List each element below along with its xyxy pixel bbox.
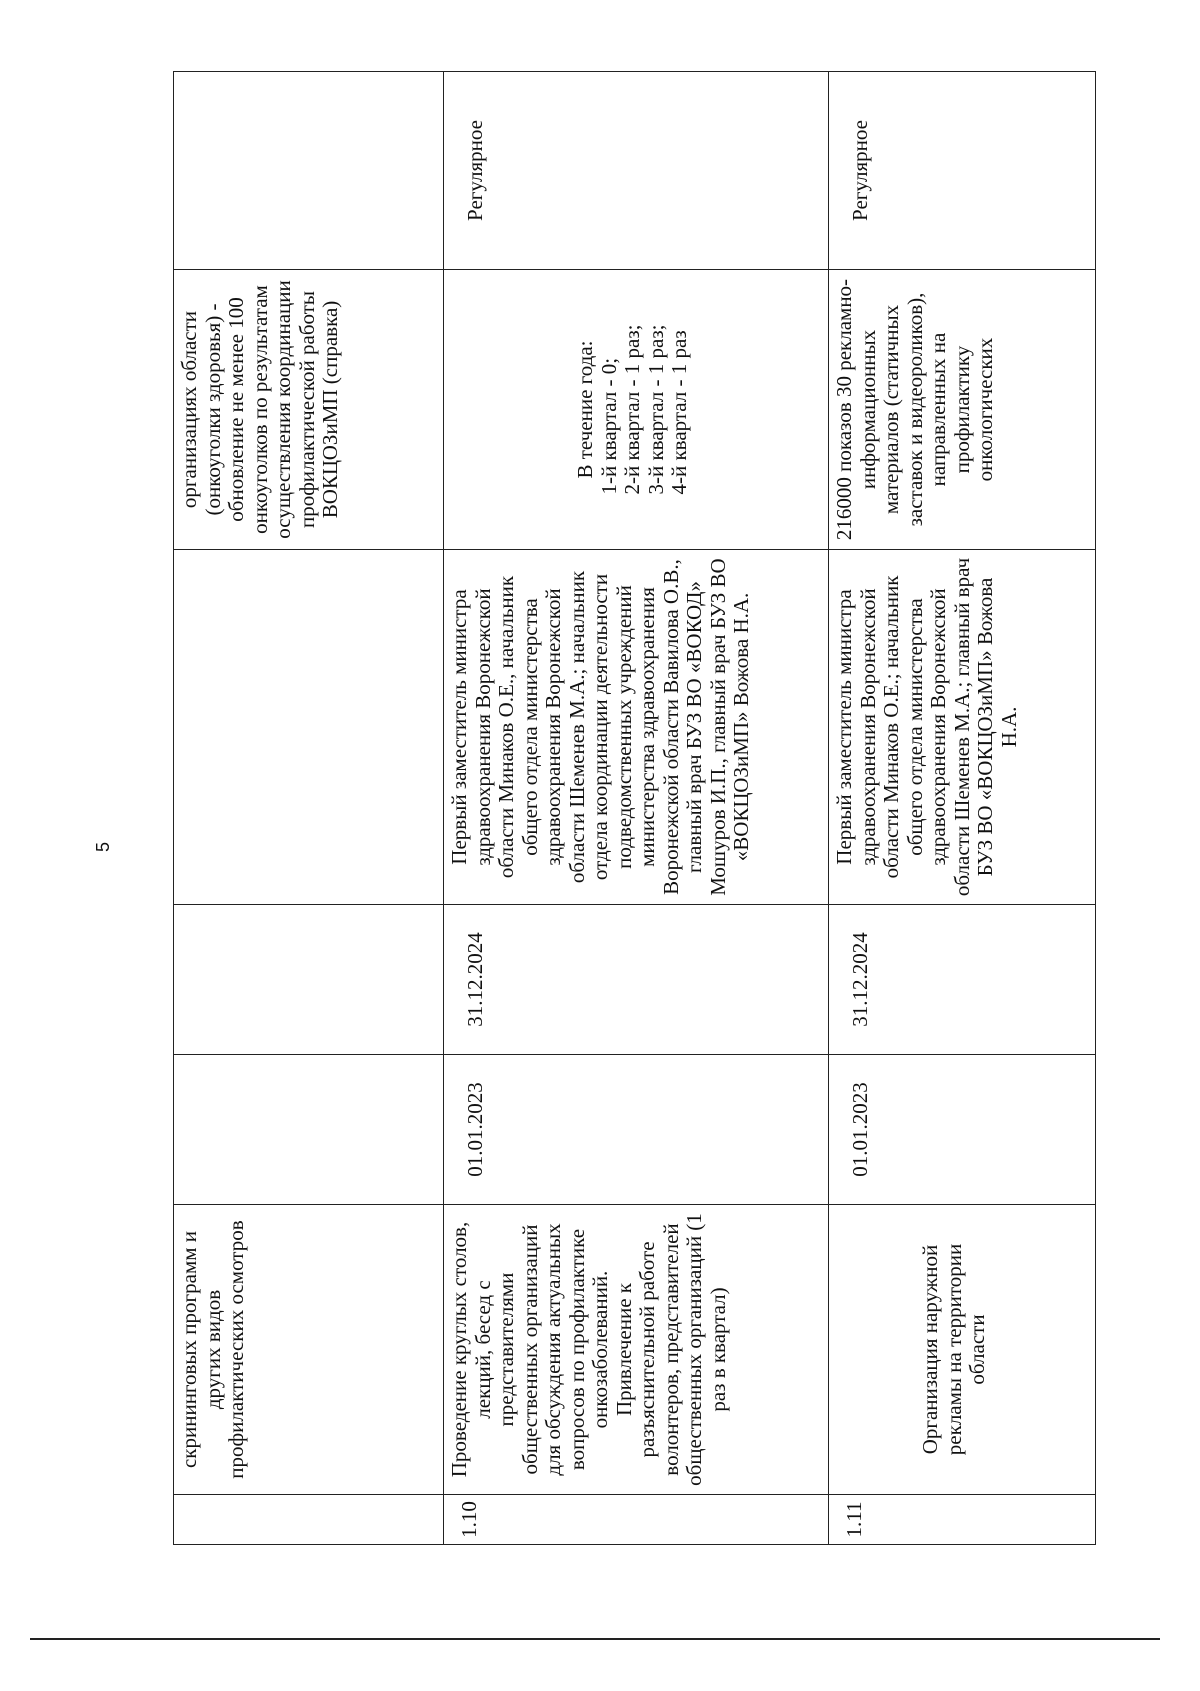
cell-type <box>174 72 444 270</box>
cell-end-date: 31.12.2024 <box>829 905 1096 1055</box>
table-row-continuation <box>174 72 444 1545</box>
scan-bottom-rule <box>30 1638 1160 1640</box>
cell-event: скрининговых программ и других видов профилактических осмотров <box>174 1205 444 1495</box>
cell-start-date: 01.01.2023 <box>444 1055 829 1205</box>
cell-end-date <box>174 905 444 1055</box>
cell-event: Организация наружной рекламы на территории области <box>829 1205 1096 1495</box>
cell-num: 1.11 <box>829 1495 1096 1545</box>
result-quarters <box>598 325 692 495</box>
cell-result <box>444 270 829 550</box>
table-row-1-10 <box>444 72 829 1545</box>
cell-result: организациях области (онкоуголки здоровья) - обновление не менее 100 онкоуголков по результатам осуществления координации профилактической работы ВОКЦОЗиМП (справка) <box>174 270 444 550</box>
result-line: 2-й квартал - 1 раз; <box>620 324 645 495</box>
cell-start-date: 01.01.2023 <box>829 1055 1096 1205</box>
action-plan-table <box>173 71 1096 1545</box>
cell-start-date <box>174 1055 444 1205</box>
rotated-table-page <box>173 72 1095 1545</box>
cell-responsible: Первый заместитель министра здравоохранения Воронежской области Минаков О.Е., начальник общего отдела министерства здравоохранения Воронежской области Шеменев М.А.; начальник отдела координации деятельности подведомственных учреждений министерства здравоохранения Воронежской области Вавилова О.В., главный врач БУЗ ВО «ВОКОД» Мошуров И.П., главный врач БУЗ ВО «ВОКЦОЗиМП» Вожова Н.А. <box>444 550 829 905</box>
table-row-1-11 <box>829 72 1096 1545</box>
cell-result: 216000 показов 30 рекламно-информационных материалов (статичных заставок и видеороликов), направленных на профилактику онкологических <box>829 270 1096 550</box>
cell-type: Регулярное <box>829 72 1096 270</box>
result-line: 4-й квартал - 1 раз <box>667 330 692 495</box>
cell-type: Регулярное <box>444 72 829 270</box>
cell-event: Проведение круглых столов, лекций, бесед с представителями общественных организаций для обсуждения актуальных вопросов по профилактике онкозаболеваний. Привлечение к разъяснительной работе волонтеров, представителей общественных организаций (1 раз в квартал) <box>444 1205 829 1495</box>
page-number: 5 <box>93 842 113 853</box>
result-line: 1-й квартал - 0; <box>596 357 621 495</box>
cell-num <box>174 1495 444 1545</box>
result-intro: В течение года: <box>573 340 597 479</box>
cell-num: 1.10 <box>444 1495 829 1545</box>
cell-end-date: 31.12.2024 <box>444 905 829 1055</box>
cell-responsible: Первый заместитель министра здравоохранения Воронежской области Минаков О.Е.; начальник общего отдела министерства здравоохранения Воронежской области Шеменев М.А.; главный врач БУЗ ВО «ВОКЦОЗиМП» Вожова Н.А. <box>829 550 1096 905</box>
cell-responsible <box>174 550 444 905</box>
result-line: 3-й квартал - 1 раз; <box>643 324 668 495</box>
